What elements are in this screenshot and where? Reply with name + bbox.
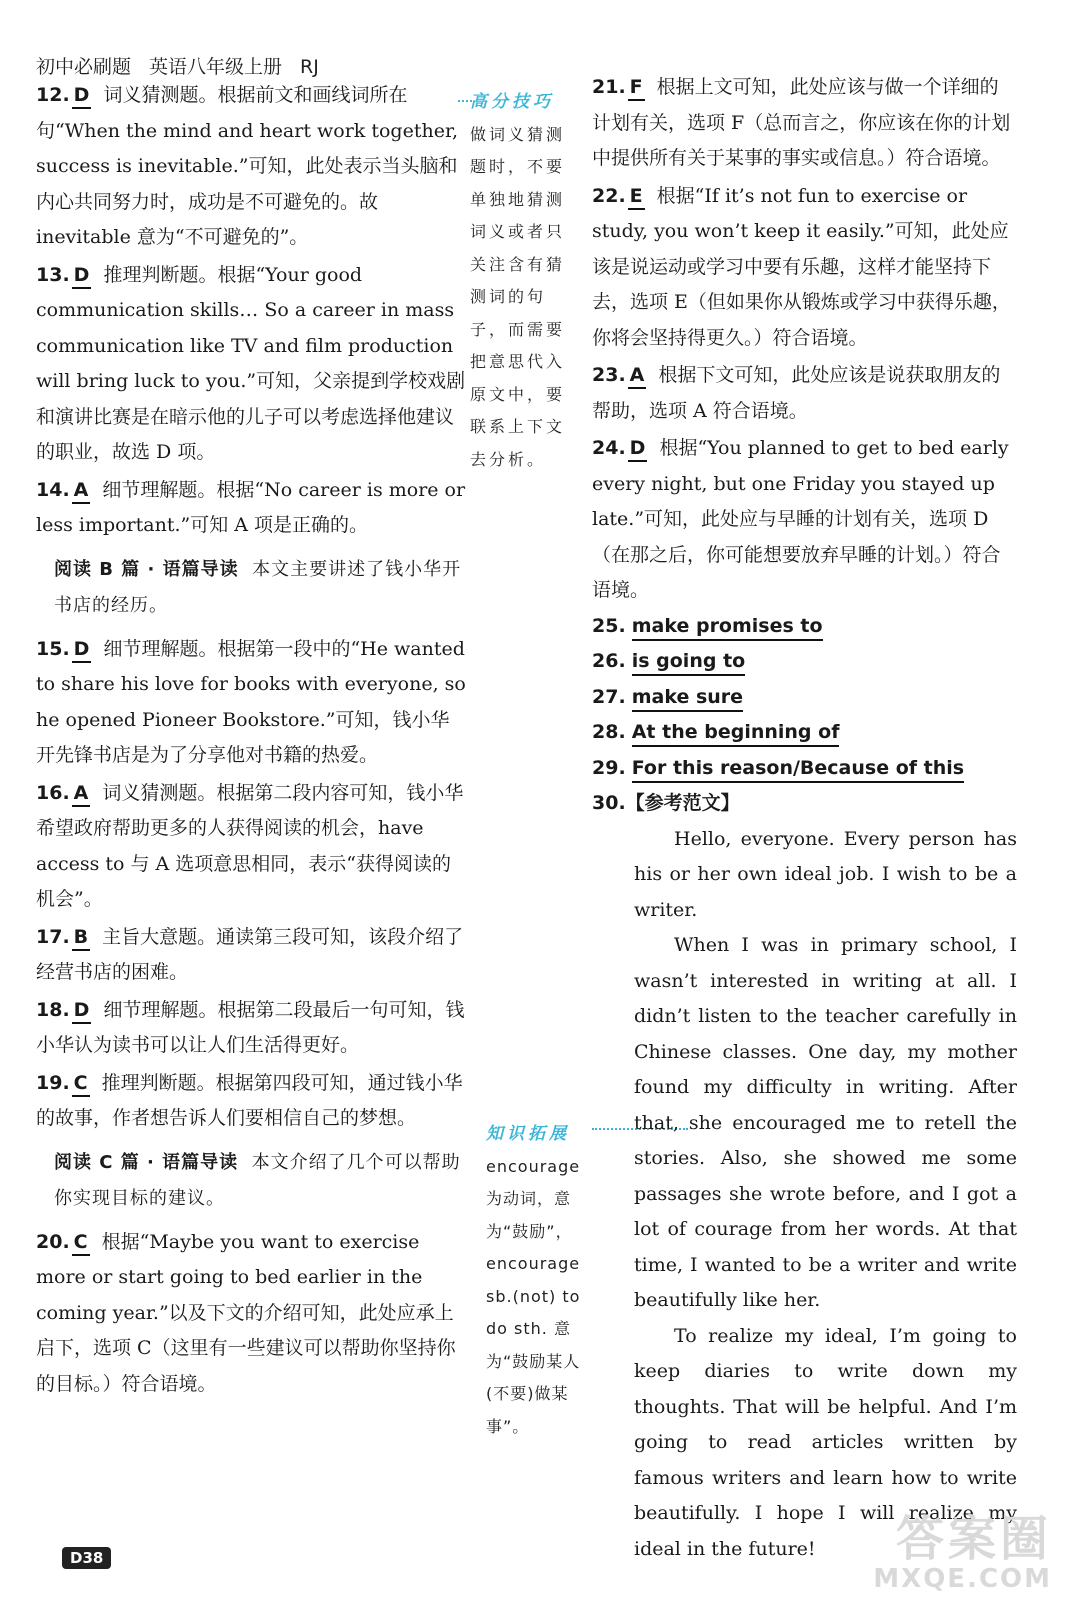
- answer-letter: C: [72, 1230, 90, 1256]
- tip-text: 做词义猜测题时，不要单独地猜测词义或者只关注含有猜测词的句子，而需要把意思代入原文中，要联系上下文去分析。: [470, 124, 566, 469]
- answer-letter: A: [628, 363, 647, 389]
- item-number: 18.: [36, 998, 70, 1021]
- answer-letter: D: [72, 263, 92, 289]
- extension-title: 知识拓展: [486, 1124, 570, 1144]
- book-title: 初中必刷题: [36, 56, 132, 78]
- tip-note: [470, 86, 582, 476]
- item-number: 17.: [36, 925, 70, 948]
- page-number: D38: [62, 1547, 111, 1569]
- explanation-text: 推理判断题。根据第四段可知，通过钱小华的故事，作者想告诉人们要相信自己的梦想。: [36, 1071, 463, 1129]
- answer-item-20: [36, 1225, 466, 1403]
- item-number: 12.: [36, 84, 70, 106]
- explanation-text: 推理判断题。根据“Your good communication skills… So a career in mass communication like TV and film production will bring luck to you.”可知，父亲提到学校戏剧和演讲比赛是在暗示他的儿子可以考虑选择他建议的职业，故选 D 项。: [36, 263, 466, 463]
- item-number: 24.: [592, 437, 626, 459]
- item-number: 20.: [36, 1230, 70, 1253]
- item-number: 27.: [592, 685, 626, 708]
- fill-item-25: [592, 609, 1017, 645]
- explanation-text: 根据上文可知，此处应该与做一个详细的计划有关，选项 F（总而言之，你应该在你的计划中提供所有关于某事的事实或信息。）符合语境。: [592, 76, 1011, 169]
- extension-note: [486, 1118, 592, 1443]
- explanation-text: 根据下文可知，此处应该是说获取朋友的帮助，选项 A 符合语境。: [592, 364, 1001, 422]
- reading-c-guide: [54, 1145, 466, 1217]
- answer-letter: F: [628, 75, 645, 101]
- item-number: 19.: [36, 1071, 70, 1094]
- explanation-text: 主旨大意题。通读第三段可知，该段介绍了经营书店的困难。: [36, 925, 464, 983]
- fill-answer: At the beginning of: [632, 719, 840, 747]
- item-number: 14.: [36, 478, 70, 501]
- fill-item-27: [592, 680, 1017, 716]
- answer-item-14: [36, 473, 466, 544]
- explanation-text: 根据“If it’s not fun to exercise or study, you won’t keep it easily.”可知，此处应该是说运动或学习中要有乐趣，这样才能坚持下去，选项 E（但如果你从锻炼或学习中获得乐趣，你将会坚持得更久。）符合语境。: [592, 184, 1011, 349]
- tip-title: 高分技巧: [470, 92, 554, 112]
- answer-item-23: [592, 358, 1017, 429]
- answer-item-13: [36, 258, 466, 471]
- fill-item-29: [592, 751, 1017, 787]
- item-number: 28.: [592, 721, 626, 743]
- item-number: 30.: [592, 792, 626, 814]
- left-column: [36, 78, 466, 1402]
- answer-item-21: [592, 70, 1017, 177]
- guide-label: 阅读 B 篇 · 语篇导读: [54, 558, 239, 580]
- page-header: [36, 52, 337, 79]
- item-number: 16.: [36, 781, 70, 804]
- item-number: 29.: [592, 756, 626, 779]
- explanation-text: 细节理解题。根据“No career is more or less important.”可知 A 项是正确的。: [36, 478, 466, 536]
- essay-title: 【参考范文】: [625, 792, 740, 814]
- guide-text: 本文介绍了几个可以帮助你实现目标的建议。: [54, 1151, 461, 1209]
- fill-answer: is going to: [632, 648, 745, 676]
- answer-item-17: [36, 920, 466, 991]
- answer-letter: E: [628, 184, 645, 210]
- edition-label: RJ: [300, 56, 319, 78]
- explanation-text: 词义猜测题。根据第二段内容可知，钱小华希望政府帮助更多的人获得阅读的机会，have access to 与 A 选项意思相同，表示“获得阅读的机会”。: [36, 781, 464, 910]
- answer-letter: D: [628, 436, 648, 462]
- answer-item-18: [36, 993, 466, 1064]
- explanation-text: 根据“You planned to get to bed early every night, but one Friday you stayed up late.”可知，此处应与早睡的计划有关，选项 D（在那之后，你可能想要放弃早睡的计划。）符合语境。: [592, 437, 1009, 601]
- fill-item-26: [592, 644, 1017, 680]
- answer-item-15: [36, 632, 466, 774]
- watermark-logo: [873, 1511, 1052, 1594]
- item-number: 21.: [592, 76, 626, 98]
- item-number: 26.: [592, 650, 626, 672]
- essay-item-30: [592, 786, 1017, 1567]
- answer-letter: B: [72, 925, 90, 951]
- answer-letter: D: [72, 637, 92, 663]
- explanation-text: 细节理解题。根据第一段中的“He wanted to share his love for books with everyone, so he opened Pioneer Bookstore.”可知，钱小华开先锋书店是为了分享他对书籍的热爱。: [36, 637, 466, 766]
- fill-answer: make promises to: [632, 613, 823, 641]
- fill-item-28: [592, 715, 1017, 751]
- answer-item-12: [36, 78, 466, 256]
- answer-letter: C: [72, 1071, 90, 1097]
- item-number: 15.: [36, 637, 70, 660]
- explanation-text: 根据“Maybe you want to exercise more or start going to bed earlier in the coming year.”以及下文的介绍可知，此处应承上启下，选项 C（这里有一些建议可以帮助你坚持你的目标。）符合语境。: [36, 1230, 456, 1395]
- explanation-text: 细节理解题。根据第二段最后一句可知，钱小华认为读书可以让人们生活得更好。: [36, 998, 465, 1056]
- item-number: 22.: [592, 184, 626, 207]
- answer-item-22: [592, 179, 1017, 357]
- essay-paragraph: Hello, everyone. Every person has his or her own ideal job. I wish to be a writer.: [634, 827, 1017, 921]
- answer-item-16: [36, 776, 466, 918]
- guide-label: 阅读 C 篇 · 语篇导读: [54, 1151, 239, 1173]
- essay-paragraph: To realize my ideal, I’m going to keep diaries to write down my thoughts. That will be helpful. And I’m going to read articles written by famous writers and learn how to write beautifully. I hope I will realize my ideal in the future!: [634, 1324, 1017, 1560]
- answer-letter: A: [72, 478, 91, 504]
- watermark-url: MXQE.COM: [873, 1564, 1052, 1594]
- item-number: 13.: [36, 263, 70, 286]
- fill-answer: For this reason/Because of this: [632, 755, 964, 783]
- item-number: 25.: [592, 614, 626, 637]
- extension-text: encourage 为动词，意为“鼓励”，encourage sb.(not) to do sth. 意为“鼓励某人(不要)做某事”。: [486, 1156, 581, 1436]
- guide-text: 本文主要讲述了钱小华开书店的经历。: [54, 558, 462, 616]
- right-column: [592, 70, 1017, 1567]
- item-number: 23.: [592, 364, 626, 386]
- explanation-text: 词义猜测题。根据前文和画线词所在句“When the mind and heart work together, success is inevitable.”可知，此处表示当头脑和内心共同努力时，成功是不可避免的。故 inevitable 意为“不可避免的”。: [36, 84, 458, 248]
- answer-item-19: [36, 1066, 466, 1137]
- watermark-text: 答案圈: [895, 1511, 1052, 1567]
- answer-item-24: [592, 431, 1017, 609]
- answer-letter: D: [72, 83, 92, 109]
- reading-b-guide: [54, 552, 466, 624]
- essay-paragraph: When I was in primary school, I wasn’t interested in writing at all. I didn’t listen to the teacher carefully in Chinese classes. One day, my mother found my difficulty in writing. After that, she encouraged me to retell the stories. Also, she showed me some passages she wrote before, and I got a lot of courage from her words. At that time, I wanted to be a writer and write beautifully like her.: [634, 934, 1017, 1311]
- answer-letter: D: [72, 998, 92, 1024]
- answer-letter: A: [72, 781, 91, 807]
- fill-answer: make sure: [632, 684, 743, 712]
- subject-title: 英语八年级上册: [149, 56, 283, 78]
